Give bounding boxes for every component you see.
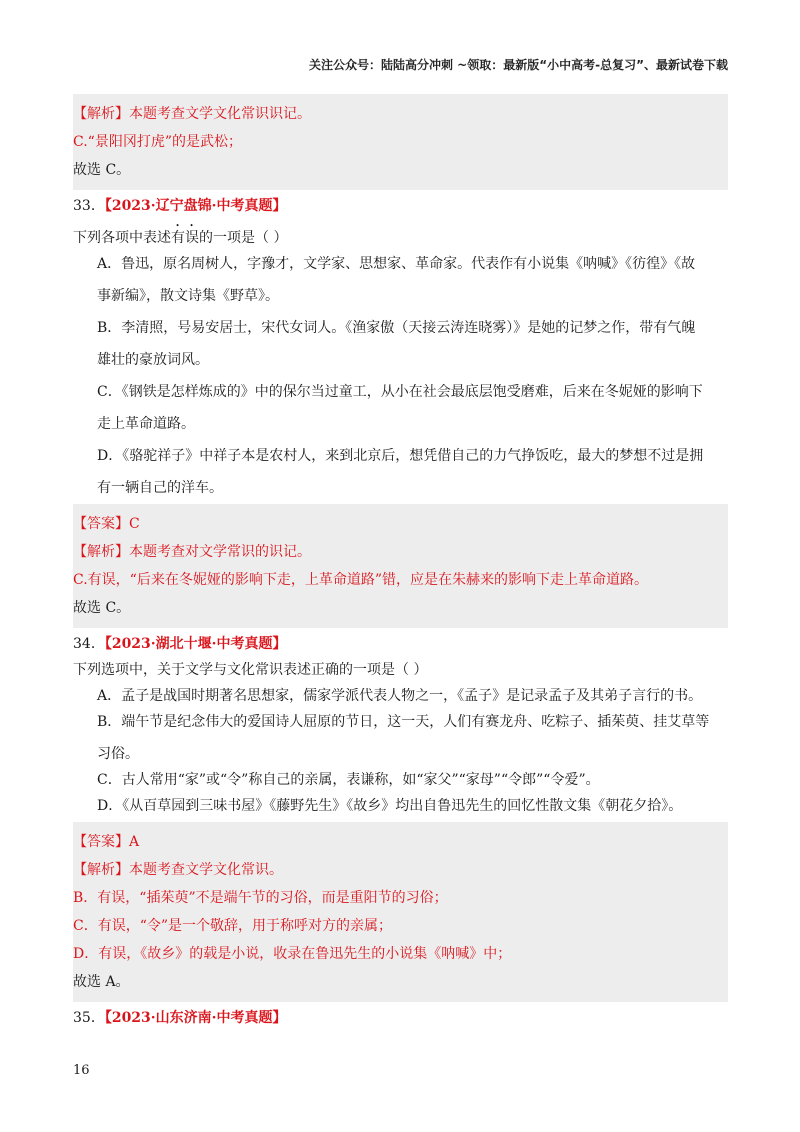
- analysis-text: 本题考查文学文化常识识记。: [129, 106, 311, 122]
- option-a: A．鲁迅，原名周树人，字豫才，文学家、思想家、革命家。代表作有小说集《呐喊》《彷徨》《故: [97, 256, 696, 272]
- answer-line: [73, 828, 728, 856]
- question-number: 33．: [73, 198, 105, 214]
- page-number: 16: [73, 1063, 90, 1078]
- answer-tag: 【答案】: [73, 516, 129, 532]
- question-source: 【2023·湖北十堰·中考真题】: [104, 636, 287, 652]
- explanation-line-c: C．有误，“令”是一个敬辞，用于称呼对方的亲属；: [73, 918, 393, 934]
- analysis-line: [73, 856, 728, 884]
- page-header: 关注公众号：陆陆高分冲刺 ~领取：最新版“小中高考-总复习”、最新试卷下载: [309, 58, 728, 72]
- analysis-text: 本题考查对文学常识的识记。: [129, 544, 311, 560]
- analysis-tag: 【解析】: [73, 544, 129, 560]
- question-number: 34．: [73, 636, 105, 652]
- explanation-line-b: B．有误，“插茱萸”不是端午节的习俗，而是重阳节的习俗；: [73, 890, 448, 906]
- option-b-cont: 雄壮的豪放词风。: [97, 352, 209, 368]
- option-b: B．端午节是纪念伟大的爱国诗人屈原的节日，这一天，人们有赛龙舟、吃粽子、插茱萸、挂艾草等: [97, 714, 710, 730]
- question-35-title: [73, 1008, 728, 1028]
- conclusion-line: 故选 C。: [73, 600, 131, 616]
- option-c-cont: 走上革命道路。: [97, 416, 195, 432]
- analysis-line: [73, 538, 728, 566]
- analysis-text: 本题考查文学文化常识。: [129, 862, 283, 878]
- option-a: A．孟子是战国时期著名思想家，儒家学派代表人物之一，《孟子》是记录孟子及其弟子言行的书。: [97, 688, 703, 704]
- answer-tag: 【答案】: [73, 834, 129, 850]
- analysis-line: [73, 100, 728, 128]
- analysis-tag: 【解析】: [73, 862, 129, 878]
- conclusion-line: 故选 C。: [73, 162, 131, 178]
- answer-block-prev: [73, 94, 728, 190]
- page-content: [73, 94, 728, 1028]
- conclusion-line: 故选 A。: [73, 974, 130, 990]
- answer-value: A: [129, 834, 140, 850]
- option-b: B．李清照，号易安居士，宋代女词人。《渔家傲（天接云涛连晓雾）》是她的记梦之作，带有气魄: [97, 320, 696, 336]
- question-33-stem: [73, 222, 728, 246]
- emphasis-text: 有误: [171, 230, 199, 246]
- answer-value: C: [129, 516, 140, 532]
- explanation-line: C.“景阳冈打虎”的是武松；: [73, 134, 242, 150]
- analysis-tag: 【解析】: [73, 106, 129, 122]
- option-d: D．《骆驼祥子》中祥子本是农村人，来到北京后，想凭借自己的力气挣饭吃，最大的梦想不过是拥: [97, 448, 704, 464]
- option-d: D．《从百草园到三味书屋》《藤野先生》《故乡》均出自鲁迅先生的回忆性散文集《朝花夕拾》。: [97, 798, 683, 814]
- explanation-line-d: D．有误，《故乡》的载是小说，收录在鲁迅先生的小说集《呐喊》中；: [73, 946, 512, 962]
- question-number: 35．: [73, 1010, 105, 1026]
- option-a-cont: 事新编》，散文诗集《野草》。: [97, 288, 279, 304]
- answer-block-34: [73, 822, 728, 1002]
- stem-text: 下列各项中表述: [73, 230, 171, 246]
- answer-block-33: [73, 504, 728, 628]
- option-b-cont: 习俗。: [97, 746, 139, 762]
- question-33-title: [73, 196, 728, 216]
- option-c: C．《钢铁是怎样炼成的》中的保尔当过童工，从小在社会最底层饱受磨难，后来在冬妮娅的影响下: [97, 384, 703, 400]
- answer-line: [73, 510, 728, 538]
- explanation-line: C.有误，“后来在冬妮娅的影响下走，上革命道路”错，应是在朱赫来的影响下走上革命道路。: [73, 572, 648, 588]
- option-c: C．古人常用“家”或“令”称自己的亲属，表谦称，如“家父”“家母”“令郎”“令爱”。: [97, 772, 600, 788]
- question-34-title: [73, 634, 728, 654]
- question-34-stem: 下列选项中，关于文学与文化常识表述正确的一项是（ ）: [73, 662, 428, 678]
- stem-text-end: 的一项是（ ）: [199, 230, 288, 246]
- question-source: 【2023·山东济南·中考真题】: [104, 1010, 287, 1026]
- question-source: 【2023·辽宁盘锦·中考真题】: [104, 198, 287, 214]
- option-d-cont: 有一辆自己的洋车。: [97, 480, 223, 496]
